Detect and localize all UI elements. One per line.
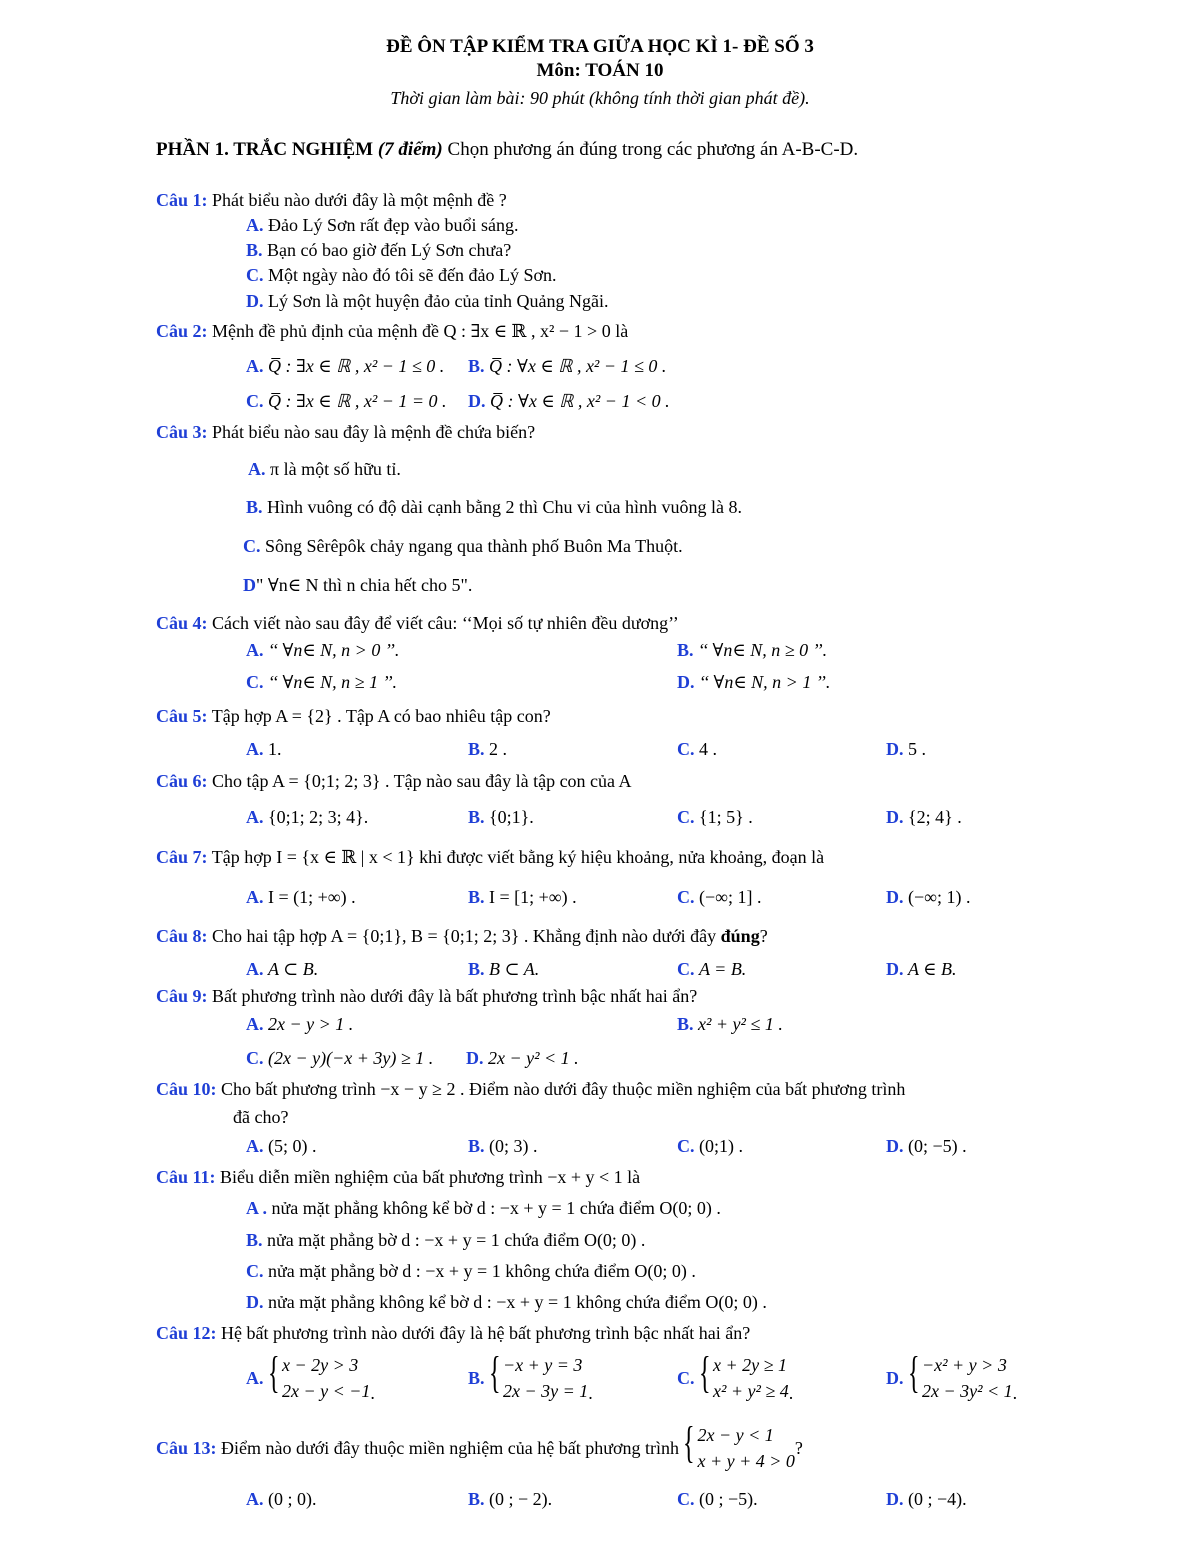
question-4: Câu 4: Cách viết nào sau đây để viết câu: ‘‘Mọi số tự nhiên đều dương’’ bbox=[156, 613, 679, 633]
option-b: B. I = [1; +∞) . bbox=[468, 887, 577, 907]
equation-system: { −x² + y > 3 2x − 3y² < 1 bbox=[908, 1348, 1013, 1401]
option-d: D. { −x² + y > 3 2x − 3y² < 1 . bbox=[886, 1348, 1018, 1403]
option-d: D. A ∈ B. bbox=[886, 959, 957, 979]
equation-system: { 2x − y < 1 x + y + 4 > 0 bbox=[683, 1418, 795, 1471]
option-b: B. {0;1}. bbox=[468, 807, 534, 827]
option-c: C. nửa mặt phẳng bờ d : −x + y = 1 không chứa điểm O(0; 0) . bbox=[246, 1261, 696, 1281]
question-11: Câu 11: Biểu diễn miền nghiệm của bất phương trình −x + y < 1 là bbox=[156, 1167, 641, 1187]
option-a: A. I = (1; +∞) . bbox=[246, 887, 356, 907]
option-d: D. nửa mặt phẳng không kể bờ d : −x + y = 1 không chứa điểm O(0; 0) . bbox=[246, 1292, 767, 1312]
option-d: D. Q̅ : ∀x ∈ ℝ , x² − 1 < 0 . bbox=[468, 391, 670, 411]
equation-system: { −x + y = 3 2x − 3y = 1 bbox=[489, 1348, 589, 1401]
option-b: B. ‘‘ ∀n∈ N, n ≥ 0 ’’. bbox=[677, 640, 828, 660]
option-a: A. 1. bbox=[246, 739, 282, 759]
question-7: Câu 7: Tập hợp I = {x ∈ ℝ | x < 1} khi được viết bằng ký hiệu khoảng, nửa khoảng, đoạn là bbox=[156, 847, 825, 867]
section-title: PHẦN 1. TRẮC NGHIỆM bbox=[156, 139, 374, 160]
option-c: C. ‘‘ ∀n∈ N, n ≥ 1 ’’. bbox=[246, 672, 398, 692]
option-c: C. { x + 2y ≥ 1 x² + y² ≥ 4 . bbox=[677, 1348, 794, 1403]
option-b: B. { −x + y = 3 2x − 3y = 1 . bbox=[468, 1348, 593, 1403]
option-a: A. ‘‘ ∀n∈ N, n > 0 ’’. bbox=[246, 640, 400, 660]
option-d: D. 5 . bbox=[886, 739, 926, 759]
question-text: Phát biểu nào dưới đây là một mệnh đề ? bbox=[212, 190, 507, 210]
option-a: A. (0 ; 0). bbox=[246, 1489, 317, 1509]
question-5: Câu 5: Tập hợp A = {2} . Tập A có bao nhiêu tập con? bbox=[156, 706, 551, 726]
option-c: C. (−∞; 1] . bbox=[677, 887, 762, 907]
question-12: Câu 12: Hệ bất phương trình nào dưới đây là hệ bất phương trình bậc nhất hai ẩn? bbox=[156, 1323, 751, 1343]
option-d: D. ‘‘ ∀n∈ N, n > 1 ’’. bbox=[677, 672, 831, 692]
option-b: B. Q̅ : ∀x ∈ ℝ , x² − 1 ≤ 0 . bbox=[468, 356, 667, 376]
option-a: A. A ⊂ B. bbox=[246, 959, 319, 979]
option-a: A. (5; 0) . bbox=[246, 1136, 317, 1156]
option-c: C. A = B. bbox=[677, 959, 747, 979]
option-a: A. { x − 2y > 3 2x − y < −1 . bbox=[246, 1348, 375, 1403]
option-d: D. 2x − y² < 1 . bbox=[466, 1048, 579, 1068]
option-c: C. Q̅ : ∃x ∈ ℝ , x² − 1 = 0 . bbox=[246, 391, 447, 411]
option-c: C. (0;1) . bbox=[677, 1136, 743, 1156]
option-d: D. (0; −5) . bbox=[886, 1136, 967, 1156]
question-8: Câu 8: Cho hai tập hợp A = {0;1}, B = {0;1; 2; 3} . Khẳng định nào dưới đây đúng? bbox=[156, 926, 768, 946]
option-d: D. (0 ; −4). bbox=[886, 1489, 967, 1509]
equation-system: { x + 2y ≥ 1 x² + y² ≥ 4 bbox=[699, 1348, 789, 1401]
option-b: B. x² + y² ≤ 1 . bbox=[677, 1014, 783, 1034]
option-c: C. 4 . bbox=[677, 739, 717, 759]
exam-title: ĐỀ ÔN TẬP KIỂM TRA GIỮA HỌC KÌ 1- ĐỀ SỐ 3 bbox=[386, 36, 814, 57]
question-13: Câu 13: Điểm nào dưới đây thuộc miền nghiệm của hệ bất phương trình { 2x − y < 1 x + y + 4 > 0 ? bbox=[156, 1422, 803, 1474]
option-c: C. (0 ; −5). bbox=[677, 1489, 758, 1509]
subject-line: Môn: TOÁN 10 bbox=[536, 60, 664, 81]
option-d: D. (−∞; 1) . bbox=[886, 887, 971, 907]
option-a: A. π là một số hữu tỉ. bbox=[248, 459, 401, 479]
option-d: D. Lý Sơn là một huyện đảo của tỉnh Quảng Ngãi. bbox=[246, 291, 609, 311]
equation-system: { x − 2y > 3 2x − y < −1 bbox=[268, 1348, 371, 1401]
option-a: A. {0;1; 2; 3; 4}. bbox=[246, 807, 369, 827]
section-points: (7 điểm) bbox=[377, 139, 443, 160]
question-6: Câu 6: Cho tập A = {0;1; 2; 3} . Tập nào sau đây là tập con của A bbox=[156, 771, 632, 791]
option-b: B. B ⊂ A. bbox=[468, 959, 540, 979]
option-d: D" ∀n∈ N thì n chia hết cho 5". bbox=[243, 575, 473, 595]
option-a: A. Đảo Lý Sơn rất đẹp vào buổi sáng. bbox=[246, 215, 519, 235]
option-d: D. {2; 4} . bbox=[886, 807, 962, 827]
question-3: Câu 3: Phát biểu nào sau đây là mệnh đề chứa biến? bbox=[156, 422, 536, 442]
option-b: B. 2 . bbox=[468, 739, 508, 759]
section-instruction: Chọn phương án đúng trong các phương án A-B-C-D. bbox=[447, 139, 859, 160]
question-10-cont: đã cho? bbox=[233, 1107, 289, 1127]
time-line: Thời gian làm bài: 90 phút (không tính thời gian phát đề). bbox=[390, 88, 810, 108]
option-b: B. (0 ; − 2). bbox=[468, 1489, 553, 1509]
option-c: C. Một ngày nào đó tôi sẽ đến đảo Lý Sơn. bbox=[246, 265, 557, 285]
option-b: B. nửa mặt phẳng bờ d : −x + y = 1 chứa điểm O(0; 0) . bbox=[246, 1230, 646, 1250]
option-b: B. Hình vuông có độ dài cạnh bằng 2 thì Chu vi của hình vuông là 8. bbox=[246, 497, 742, 517]
option-b: B. (0; 3) . bbox=[468, 1136, 538, 1156]
question-1 bbox=[156, 189, 507, 211]
option-a: A . nửa mặt phẳng không kể bờ d : −x + y = 1 chứa điểm O(0; 0) . bbox=[246, 1198, 721, 1218]
question-label: Câu 1: bbox=[156, 190, 208, 210]
option-c: C. (2x − y)(−x + 3y) ≥ 1 . bbox=[246, 1048, 434, 1068]
question-9: Câu 9: Bất phương trình nào dưới đây là bất phương trình bậc nhất hai ẩn? bbox=[156, 986, 698, 1006]
question-10: Câu 10: Cho bất phương trình −x − y ≥ 2 . Điểm nào dưới đây thuộc miền nghiệm của bất phương trình bbox=[156, 1079, 906, 1099]
section-heading bbox=[156, 139, 858, 161]
option-b: B. Bạn có bao giờ đến Lý Sơn chưa? bbox=[246, 240, 512, 260]
question-2: Câu 2: Mệnh đề phủ định của mệnh đề Q : ∃x ∈ ℝ , x² − 1 > 0 là bbox=[156, 321, 629, 341]
option-c: C. {1; 5} . bbox=[677, 807, 753, 827]
option-a: A. Q̅ : ∃x ∈ ℝ , x² − 1 ≤ 0 . bbox=[246, 356, 445, 376]
option-c: C. Sông Sêrêpôk chảy ngang qua thành phố Buôn Ma Thuột. bbox=[243, 536, 683, 556]
option-a: A. 2x − y > 1 . bbox=[246, 1014, 354, 1034]
